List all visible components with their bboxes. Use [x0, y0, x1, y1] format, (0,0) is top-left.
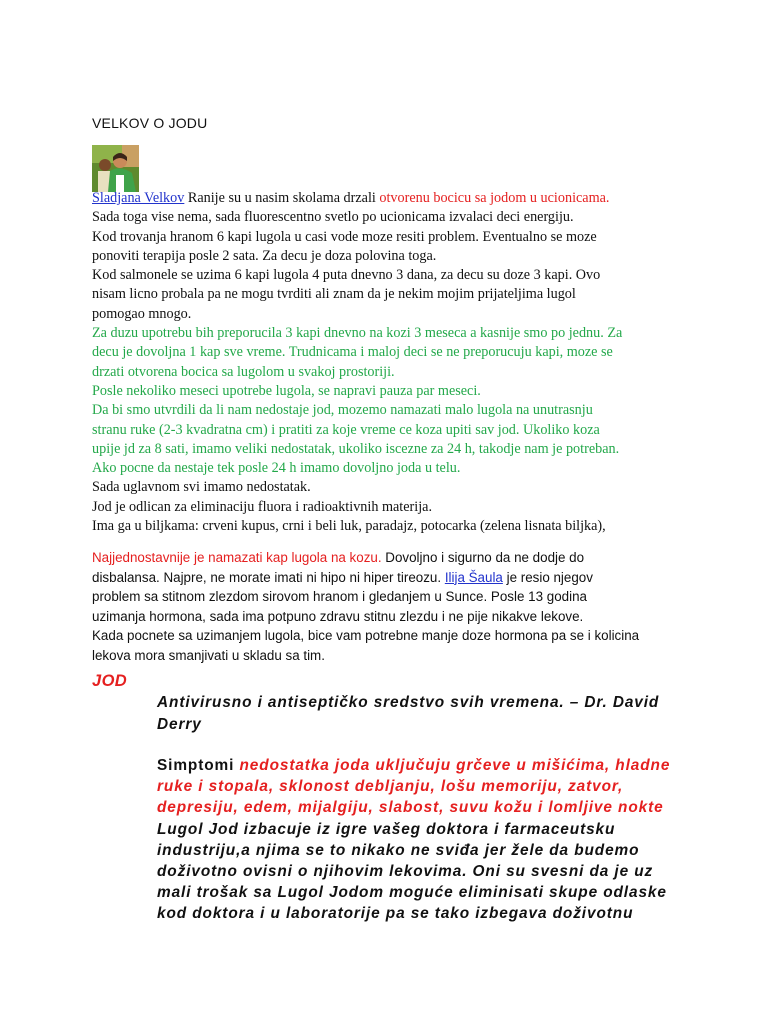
- intro-sentence-start: Ranije su u nasim skolama drzali: [184, 190, 380, 206]
- green-line: Ako pocne da nestaje tek posle 24 h imamo dovoljno joda u telu.: [92, 460, 461, 477]
- ilija-saula-link[interactable]: Ilija Šaula: [444, 569, 503, 585]
- second-paragraph: [92, 548, 692, 666]
- second-red-start: Najjednostavnije je namazati kap lugola na kozu.: [92, 550, 382, 565]
- intro-red-phrase: otvorenu bocicu sa jodom u ucionicama.: [379, 190, 610, 206]
- second-line-1: [92, 548, 692, 568]
- text-line: problem sa stitnom zlezdom sirovom hranom i gledanjem u Sunce. Posle 13 godina: [92, 589, 587, 605]
- text-line: Kod salmonele se uzima 6 kapi lugola 4 puta dnevno 3 dana, za decu su doze 3 kapi. Ovo: [92, 267, 601, 284]
- intro-text: [92, 189, 692, 536]
- symptoms-red-line: depresiju, edem, mijalgiju, slabost, suvu kožu i lomljive nokte: [157, 799, 664, 817]
- second-line-1-rest: Dovoljno i sigurno da ne dodje do: [381, 550, 585, 565]
- text-line: Sada uglavnom svi imamo nedostatak.: [92, 479, 311, 496]
- quote-block: [157, 692, 677, 735]
- quote-line: Antivirusno i antiseptičko sredstvo svih vremena. – Dr. David: [157, 694, 660, 711]
- green-line: Da bi smo utvrdili da li nam nedostaje jod, mozemo namazati malo lugola na unutrasnju: [92, 402, 593, 419]
- text-line: Sada toga vise nema, sada fluorescentno svetlo po ucionicama izvalaci deci energiju.: [92, 209, 574, 226]
- text-line: Ima ga u biljkama: crveni kupus, crni i beli luk, paradajz, potocarka (zelena lisnata biljka),: [92, 518, 606, 535]
- quote-line: Derry: [157, 715, 202, 733]
- jod-heading: JOD: [92, 672, 128, 690]
- symptoms-text-line: mali trošak sa Lugol Jodom moguće eliminisati skupe odlaske: [157, 884, 667, 902]
- symptoms-line-1: [157, 755, 677, 776]
- intro-line-1: [92, 189, 692, 208]
- symptoms-text-line: industriju,a njima se to nikako ne sviđa jer žele da budemo: [157, 841, 640, 859]
- author-photo[interactable]: [92, 145, 139, 192]
- green-line: stranu ruke (2-3 kvadratna cm) i pratiti za koje vreme ce koza upiti sav jod. Ukoliko koza: [92, 421, 600, 438]
- green-line: Za duzu upotrebu bih preporucila 3 kapi dnevno na kozi 3 meseca a kasnije smo po jednu. Za: [92, 325, 623, 342]
- second-line-2-text: disbalansa. Najpre, ne morate imati ni hipo ni hiper tireozu.: [92, 569, 445, 585]
- green-line: drzati otvorena bocica sa lugolom u svakoj prostoriji.: [92, 363, 395, 380]
- text-line: Kada pocnete sa uzimanjem lugola, bice vam potrebne manje doze hormona pa se i kolicina: [92, 628, 640, 644]
- symptoms-text-line: doživotno ovisni o njihovim lekovima. Oni su svesni da je uz: [157, 863, 654, 881]
- author-link[interactable]: Sladjana Velkov: [92, 190, 185, 206]
- text-line: uzimanja hormona, sada ima potpuno zdravu stitnu zlezdu i ne pije nikakve lekove.: [92, 608, 584, 624]
- document-title: VELKOV O JODU: [92, 115, 208, 131]
- symptoms-red: nedostatka joda uključuju grčeve u mišićima, hladne: [234, 757, 671, 774]
- symptoms-text-line: Lugol Jod izbacuje iz igre vašeg doktora i farmaceutsku: [157, 820, 616, 838]
- green-line: Posle nekoliko meseci upotrebe lugola, se napravi pauza par meseci.: [92, 382, 481, 399]
- green-line: upije jd za 8 sati, imamo veliki nedostatak, ukoliko iscezne za 24 h, takodje nam je potreban.: [92, 440, 620, 457]
- text-line: pomogao mnogo.: [92, 305, 192, 322]
- text-line: nisam licno probala pa ne mogu tvrditi ali znam da je nekim mojim prijateljima lugol: [92, 286, 576, 303]
- second-line-2: [92, 568, 692, 588]
- symptoms-word: Simptomi: [157, 757, 235, 774]
- text-line: ponoviti terapija posle 2 sata. Za decu je doza polovina toga.: [92, 247, 437, 264]
- symptoms-block: [157, 755, 677, 925]
- text-line: Kod trovanja hranom 6 kapi lugola u casi vode moze resiti problem. Eventualno se moze: [92, 228, 597, 245]
- green-line: decu je dovoljna 1 kap sve vreme. Trudnicama i maloj deci se ne preporucuju kapi, moze se: [92, 344, 613, 361]
- symptoms-text-line: kod doktora i u laboratorije pa se tako izbegava doživotnu: [157, 905, 634, 923]
- text-line: Jod je odlican za eliminaciju fluora i radioaktivnih materija.: [92, 498, 432, 515]
- second-line-2-rest: je resio njegov: [502, 569, 593, 585]
- author-photo-image: [92, 145, 139, 192]
- text-line: lekova mora smanjivati u skladu sa tim.: [92, 647, 325, 663]
- symptoms-red-line: ruke i stopala, sklonost debljanju, lošu memoriju, zatvor,: [157, 778, 624, 796]
